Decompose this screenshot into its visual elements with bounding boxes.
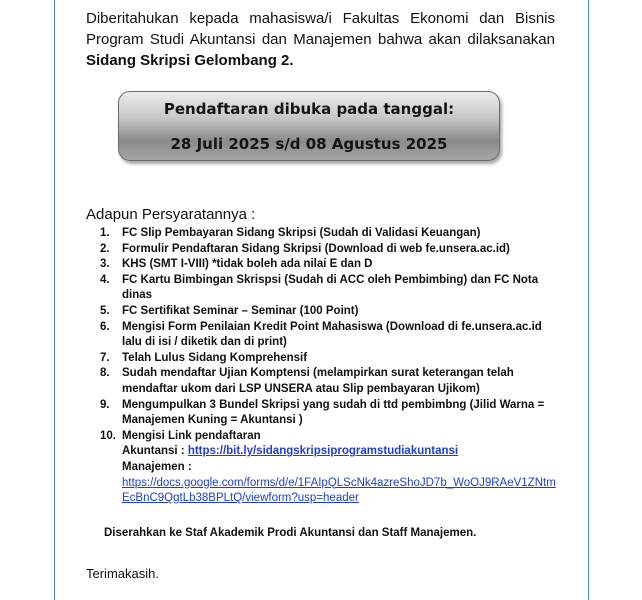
list-item-number: 6.	[100, 320, 110, 333]
banner-title: Pendaftaran dibuka pada tanggal:	[163, 100, 455, 118]
registration-banner	[118, 91, 500, 161]
list-item	[100, 366, 560, 397]
requirements-heading: Adapun Persyaratannya :	[86, 206, 256, 223]
closing-thanks: Terimakasih.	[86, 566, 159, 581]
submission-note: Diserahkan ke Staf Akademik Prodi Akuntansi dan Staff Manajemen.	[104, 527, 477, 539]
list-item-text: FC Kartu Bimbingan Skrispsi (Sudah di ACC oleh Pembimbing) dan FC Nota dinas	[122, 273, 539, 302]
akuntansi-label: Akuntansi :	[122, 445, 185, 458]
list-item-text: Formulir Pendaftaran Sidang Skripsi (Download di web fe.unsera.ac.id)	[122, 242, 510, 255]
list-item-number: 3.	[100, 258, 110, 271]
banner-dates: 28 Juli 2025 s/d 08 Agustus 2025	[170, 135, 448, 153]
list-item-registration-links	[100, 429, 560, 507]
page-border-right	[588, 0, 589, 600]
list-item-text: KHS (SMT I-VIII) *tidak boleh ada nilai E dan D	[122, 258, 373, 271]
list-item	[100, 226, 560, 242]
list-item-number: 2.	[100, 242, 110, 255]
list-item	[100, 320, 560, 351]
manajemen-registration-link[interactable]: https://docs.google.com/forms/d/e/1FAIpQLScNk4azreShoJD7b_WoOJ9RAeV1ZNtmEcBnC9QgtLb38BPLtQ/viewform?usp=header	[122, 476, 556, 505]
list-item-text: FC Sertifikat Seminar – Seminar (100 Point)	[122, 304, 359, 317]
list-item-text: Sudah mendaftar Ujian Komptensi (melampirkan surat keterangan telah mendaftar ukom dari LSP UNSERA atau Slip pembayaran Ujikom)	[122, 367, 514, 395]
list-item-text: FC Slip Pembayaran Sidang Skripsi (Sudah di Validasi Keuangan)	[122, 227, 481, 239]
list-item	[100, 273, 560, 304]
list-item-number: 5.	[100, 304, 110, 317]
list-item-number: 1.	[100, 227, 110, 239]
list-item-number: 4.	[100, 273, 110, 286]
list-item	[100, 257, 560, 273]
list-item	[100, 351, 560, 367]
page-border-left	[54, 0, 55, 600]
list-item-text: Telah Lulus Sidang Komprehensif	[122, 351, 308, 364]
list-item-text: Mengumpulkan 3 Bundel Skripsi yang sudah di ttd pembimbng (Jilid Warna = Manajemen Kuning = Akuntansi )	[122, 398, 545, 427]
list-item-number: 9.	[100, 398, 110, 411]
intro-emphasis: Sidang Skripsi Gelombang 2.	[86, 52, 294, 69]
list-item-number: 8.	[100, 367, 110, 380]
manajemen-label: Manajemen :	[122, 460, 192, 473]
list-item-number: 7.	[100, 351, 110, 364]
requirements-list	[100, 226, 560, 507]
list-item	[100, 304, 560, 320]
akuntansi-registration-link[interactable]: https://bit.ly/sidangskripsiprogramstudiakuntansi	[187, 445, 459, 458]
list-item-number: 10.	[100, 429, 116, 442]
intro-paragraph	[86, 8, 555, 71]
list-item	[100, 242, 560, 258]
list-item	[100, 398, 560, 429]
intro-text: Diberitahukan kepada mahasiswa/i Fakultas Ekonomi dan Bisnis Program Studi Akuntansi dan Manajemen bahwa akan dilaksanakan	[86, 10, 555, 48]
list-item-text: Mengisi Form Penilaian Kredit Point Mahasiswa (Download di fe.unsera.ac.id lalu di isi / diketik dan di print)	[122, 320, 542, 349]
registration-links-title: Mengisi Link pendaftaran	[122, 429, 261, 442]
